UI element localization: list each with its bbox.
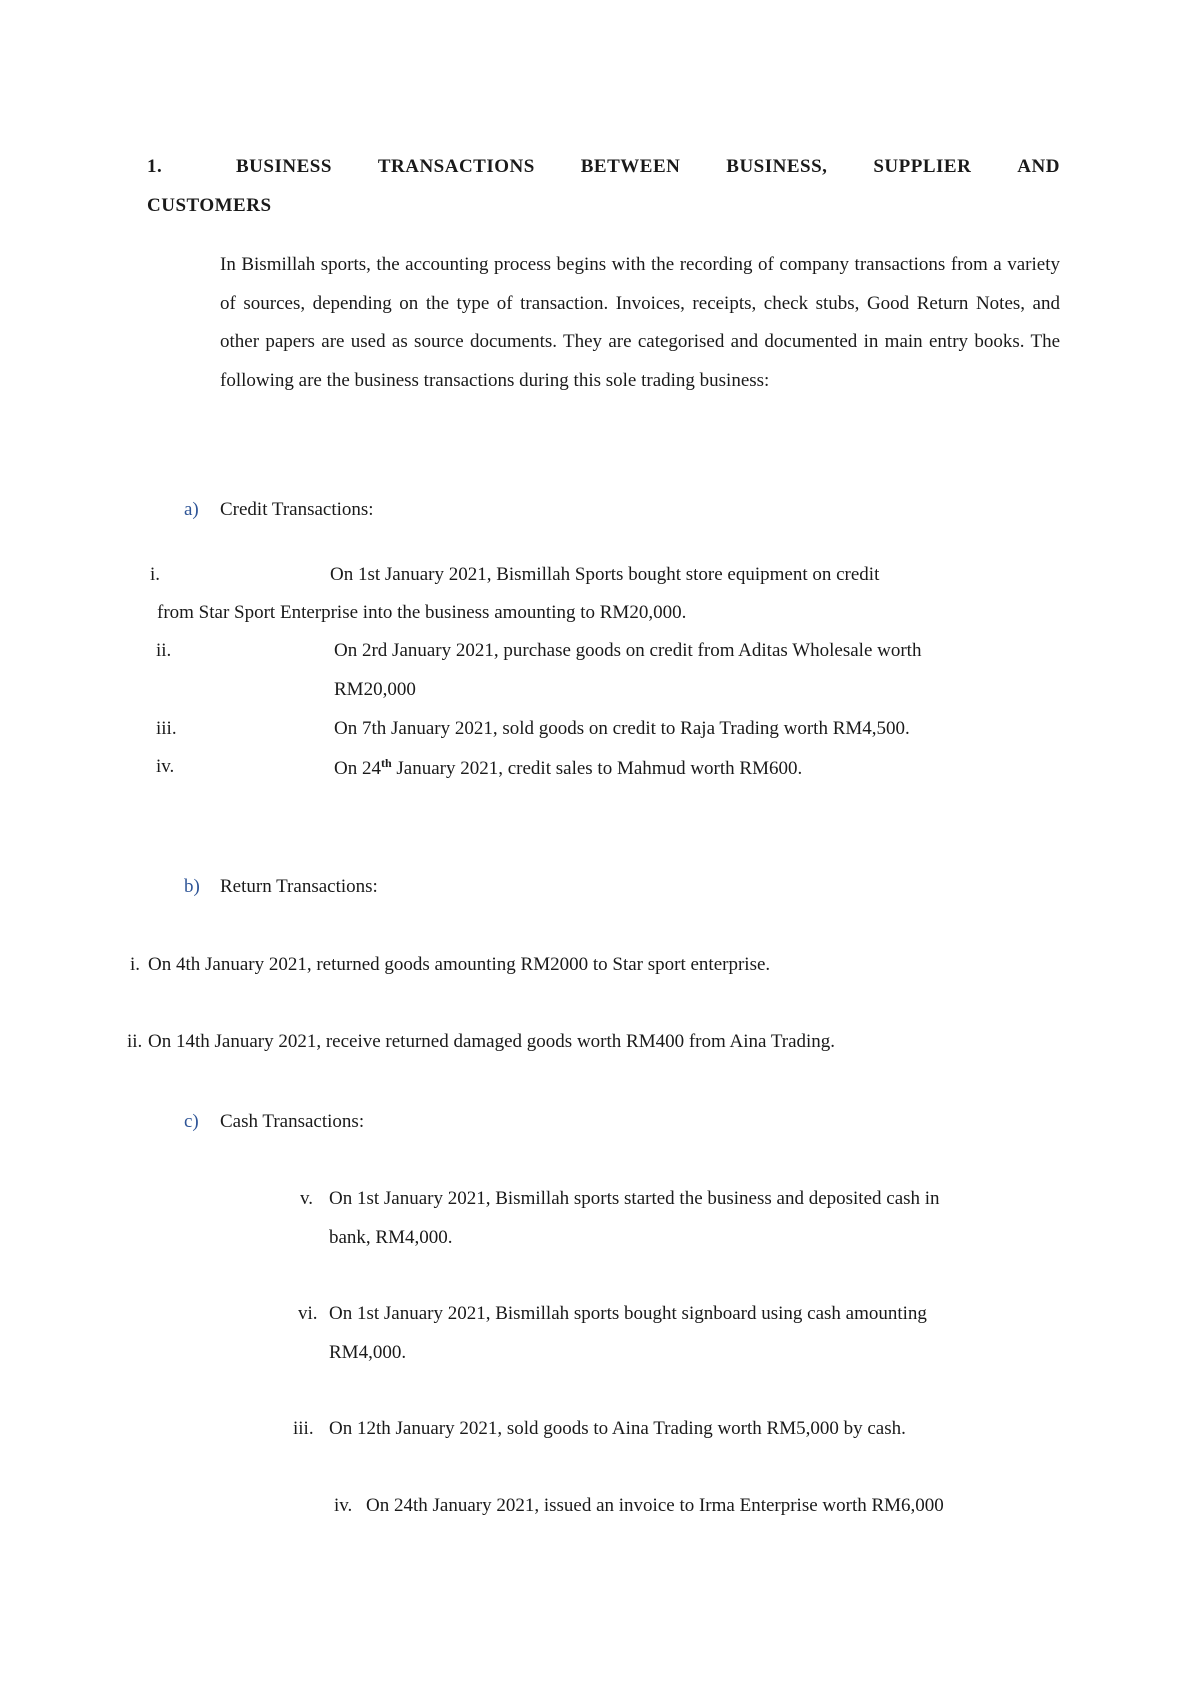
cash-item-number: iv. <box>334 1495 353 1516</box>
return-item-number: i. <box>130 954 141 975</box>
list-letter-b: b) <box>184 876 200 897</box>
title-word: AND <box>1017 156 1060 177</box>
cash-item-text: On 1st January 2021, Bismillah sports started the business and deposited cash in <box>329 1188 940 1209</box>
credit-item-text-pre: On 24 <box>334 758 381 779</box>
section-title-line1 <box>236 156 1060 178</box>
cash-item-text-cont: bank, RM4,000. <box>329 1227 453 1248</box>
title-word: SUPPLIER <box>873 156 972 177</box>
credit-item-number: i. <box>150 564 161 585</box>
cash-item-number: v. <box>300 1188 314 1209</box>
credit-item-number: iii. <box>156 718 177 739</box>
title-word: BUSINESS, <box>726 156 828 177</box>
title-word: BETWEEN <box>580 156 681 177</box>
section-number: 1. <box>147 156 163 177</box>
credit-item-number: iv. <box>156 756 175 777</box>
cash-item-text: On 1st January 2021, Bismillah sports bought signboard using cash amounting <box>329 1303 927 1324</box>
cash-item-number: vi. <box>298 1303 318 1324</box>
title-word: TRANSACTIONS <box>377 156 535 177</box>
section-title-line2: CUSTOMERS <box>147 195 272 216</box>
cash-item-text: On 24th January 2021, issued an invoice to Irma Enterprise worth RM6,000 <box>366 1495 944 1516</box>
credit-item-text: On 1st January 2021, Bismillah Sports bought store equipment on credit <box>330 564 880 585</box>
intro-paragraph: In Bismillah sports, the accounting process begins with the recording of company transactions from a variety of sources, depending on the type of transaction. Invoices, receipts, check stubs, Good Return Notes, and other papers are used as source documents. They are categorised and documented in main entry books. The following are the business transactions during this sole trading business: <box>220 254 1060 391</box>
returns-heading: Return Transactions: <box>220 876 378 897</box>
cash-heading: Cash Transactions: <box>220 1111 365 1132</box>
return-item-number: ii. <box>127 1031 143 1052</box>
credit-item-text-cont: RM20,000 <box>334 679 416 700</box>
credit-item-text: On 2rd January 2021, purchase goods on credit from Aditas Wholesale worth <box>334 640 922 661</box>
credit-item-text: On 7th January 2021, sold goods on credit to Raja Trading worth RM4,500. <box>334 718 910 739</box>
return-item-text: On 4th January 2021, returned goods amounting RM2000 to Star sport enterprise. <box>148 954 771 975</box>
credit-item-text-cont: from Star Sport Enterprise into the business amounting to RM20,000. <box>157 602 687 623</box>
credit-item-text <box>334 756 802 780</box>
ordinal-suffix: th <box>380 756 392 770</box>
credit-item-number: ii. <box>156 640 172 661</box>
cash-item-text-cont: RM4,000. <box>329 1342 407 1363</box>
return-item-text: On 14th January 2021, receive returned damaged goods worth RM400 from Aina Trading. <box>148 1031 836 1052</box>
cash-item-text: On 12th January 2021, sold goods to Aina Trading worth RM5,000 by cash. <box>329 1418 906 1439</box>
credit-item-text-post: January 2021, credit sales to Mahmud worth RM600. <box>391 758 803 779</box>
credit-heading: Credit Transactions: <box>220 499 374 520</box>
list-letter-c: c) <box>184 1111 199 1132</box>
cash-item-number: iii. <box>293 1418 314 1439</box>
title-word: BUSINESS <box>236 156 332 177</box>
list-letter-a: a) <box>184 499 199 520</box>
